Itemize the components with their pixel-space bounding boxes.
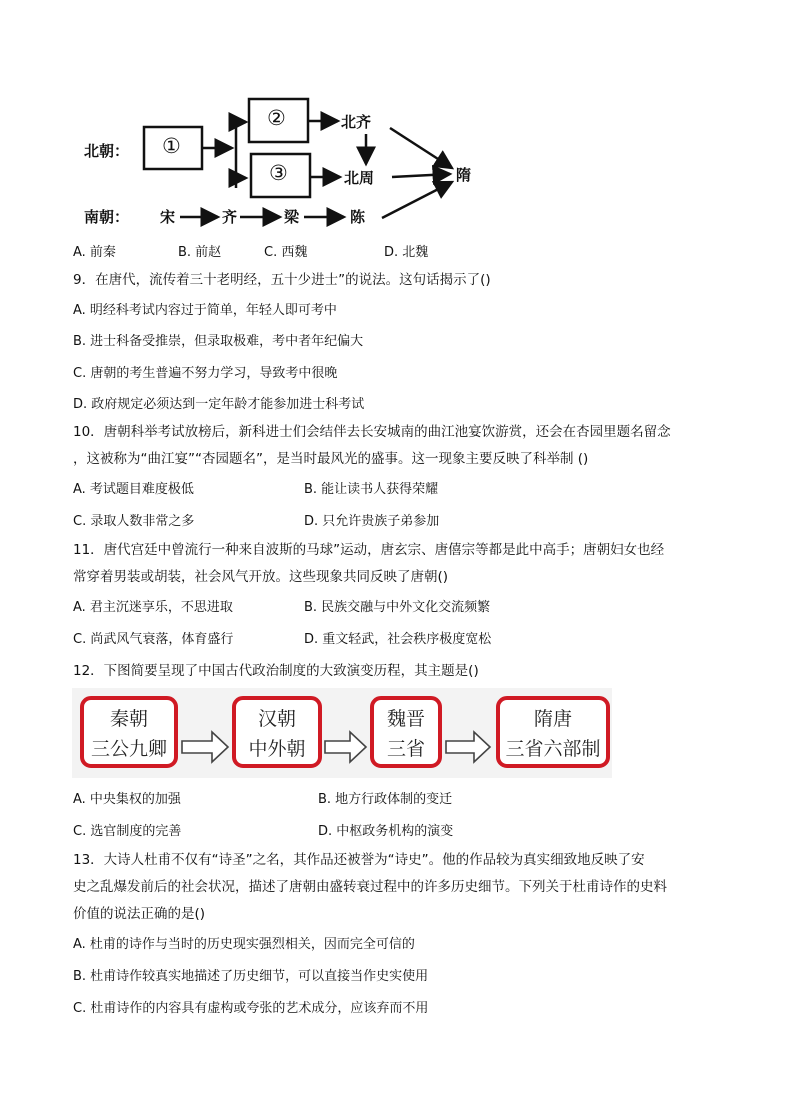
- q12-stem: 12．下图简要呈现了中国古代政治制度的大致演变历程，其主题是(): [73, 663, 479, 679]
- q8-option-b: B. 前赵: [178, 245, 222, 260]
- q13-option-c: C. 杜甫诗作的内容具有虚构或夸张的艺术成分，应该弃而不用: [73, 1001, 429, 1016]
- q11-option-c: C. 尚武风气衰落，体育盛行: [73, 632, 234, 647]
- box-3-marker: ③: [269, 161, 288, 185]
- north-dynasties-label: 北朝：: [84, 142, 130, 160]
- box-2-marker: ②: [267, 106, 286, 130]
- q11-option-d: D. 重文轻武，社会秩序极度宽松: [304, 632, 492, 647]
- south-state-qi: 齐: [222, 208, 238, 226]
- q10-option-c: C. 录取人数非常之多: [73, 514, 195, 529]
- q12-option-b: B. 地方行政体制的变迁: [318, 792, 453, 807]
- q12-option-c: C. 选官制度的完善: [73, 824, 182, 839]
- hollow-arrows: [72, 688, 612, 778]
- sui-label: 隋: [456, 166, 472, 184]
- box-han-system: 中外朝: [248, 738, 306, 760]
- box-suitang-dynasty: 隋唐: [533, 708, 572, 730]
- q11-option-b: B. 民族交融与中外文化交流频繁: [304, 600, 491, 615]
- q9-stem: 9．在唐代，流传着三十老明经，五十少进士”的说法。这句话揭示了(): [73, 272, 491, 288]
- q10-option-b: B. 能让读书人获得荣耀: [304, 482, 439, 497]
- q13-stem-line-1: 13．大诗人杜甫不仅有“诗圣”之名，其作品还被誉为“诗史”。他的作品较为真实细致地反映了安: [73, 852, 645, 868]
- south-state-song: 宋: [160, 208, 176, 226]
- northern-zhou-label: 北周: [344, 169, 375, 187]
- political-system-diagram: [72, 688, 612, 778]
- q10-stem-line-1: 10．唐朝科举考试放榜后，新科进士们会结伴去长安城南的曲江池宴饮游赏，还会在杏园里题名留念: [73, 424, 671, 440]
- box-weijin-dynasty: 魏晋: [386, 708, 425, 730]
- q9-option-c: C. 唐朝的考生普遍不努力学习，导致考中很晚: [73, 366, 338, 381]
- q11-option-a: A. 君主沉迷享乐，不思进取: [73, 600, 233, 615]
- northern-qi-label: 北齐: [341, 113, 372, 131]
- box-han-dynasty: 汉朝: [257, 708, 296, 730]
- q9-option-d: D. 政府规定必须达到一定年龄才能参加进士科考试: [73, 397, 365, 412]
- dynasty-flow-diagram: [70, 90, 490, 230]
- hollow-arrow-2: [325, 732, 366, 762]
- box-qin-dynasty: 秦朝: [109, 708, 148, 730]
- q13-option-b: B. 杜甫诗作较真实地描述了历史细节，可以直接当作史实使用: [73, 969, 429, 984]
- q9-option-a: A. 明经科考试内容过于简单，年轻人即可考中: [73, 303, 337, 318]
- box-weijin-system: 三省: [386, 738, 425, 760]
- q12-option-d: D. 中枢政务机构的演变: [318, 824, 454, 839]
- q10-option-d: D. 只允许贵族子弟参加: [304, 514, 440, 529]
- q10-stem-line-2: ，这被称为“曲江宴”“杏园题名”，是当时最风光的盛事。这一现象主要反映了科举制 (): [73, 451, 589, 467]
- south-state-chen: 陈: [350, 208, 366, 226]
- q11-stem-line-2: 常穿着男装或胡装，社会风气开放。这些现象共同反映了唐朝(): [73, 569, 449, 585]
- q9-option-b: B. 进士科备受推崇，但录取极难，考中者年纪偏大: [73, 334, 364, 349]
- hollow-arrow-3: [446, 732, 490, 762]
- q11-stem-line-1: 11．唐代宫廷中曾流行一种来自波斯的马球”运动，唐玄宗、唐僖宗等都是此中高手；唐朝妇女也经: [73, 542, 665, 558]
- q12-option-a: A. 中央集权的加强: [73, 792, 181, 807]
- q10-option-a: A. 考试题目难度极低: [73, 482, 194, 497]
- q13-stem-line-2: 史之乱爆发前后的社会状况，描述了唐朝由盛转衰过程中的许多历史细节。下列关于杜甫诗作的史料: [73, 879, 667, 895]
- hollow-arrow-1: [182, 732, 228, 762]
- south-dynasties-label: 南朝：: [84, 208, 130, 226]
- q8-option-d: D. 北魏: [384, 245, 429, 260]
- box-1-marker: ①: [162, 134, 181, 158]
- q8-option-a: A. 前秦: [73, 245, 116, 260]
- box-suitang-system: 三省六部制: [505, 738, 601, 760]
- south-state-liang: 梁: [284, 208, 300, 226]
- box-qin-system: 三公九卿: [90, 738, 167, 760]
- q13-option-a: A. 杜甫的诗作与当时的历史现实强烈相关，因而完全可信的: [73, 937, 415, 952]
- q13-stem-line-3: 价值的说法正确的是(): [73, 906, 206, 922]
- q8-option-c: C. 西魏: [264, 245, 308, 260]
